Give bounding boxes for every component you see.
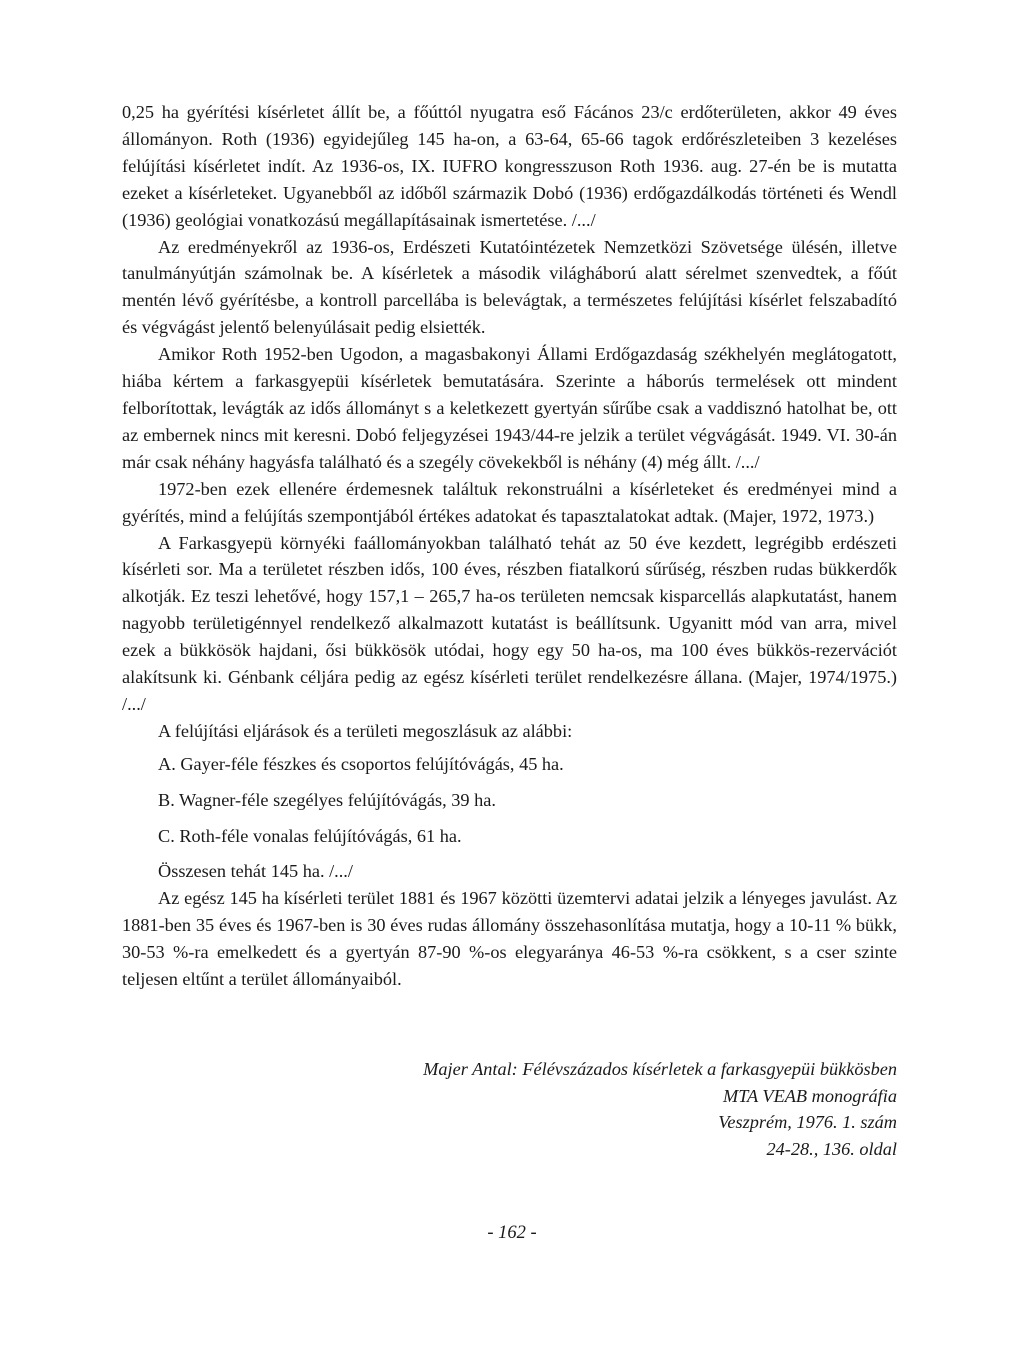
citation-series: MTA VEAB monográfia [722,1085,897,1106]
list-item-a: A. Gayer-féle fészkes és csoportos felújítóvágás, 45 ha. [158,753,564,774]
document-body [122,99,897,993]
citation-author-title: Majer Antal: Félévszázados kísérletek a farkasgyepüi bükkösben [423,1059,897,1079]
total-line: Összesen tehát 145 ha. /.../ [158,861,353,882]
citation-pages: 24-28., 136. oldal [766,1138,897,1159]
paragraph-5: A Farkasgyepü környéki faállományokban található tehát az 50 éve kezdett, legrégibb erdészeti kísérleti sor. Ma a területet részben idős, 100 éves, részben fiatalkorú sűrűség, részben rudas bükkerdők alkotják. Ez teszi lehetővé, hogy 157,1 – 265,7 ha-os területen nemcsak kisparcellás alapkutatást, hanem nagyobb területigénnyel rendelkező alkalmazott kutatást is beállítsunk. Ugyanitt mód van arra, mivel ezek a bükkösök hajdani, ősi bükkösök utódai, hogy egy 50 ha-os, ma 100 éves bükkös-rezervációt alakítsunk ki. Génbank céljára pedig az egész kísérleti terület rendelkezésre állana. (Majer, 1974/1975.) /.../ [122,532,897,714]
citation-block [423,1056,897,1162]
list-item-b: B. Wagner-féle szegélyes felújítóvágás, 39 ha. [158,789,496,810]
page-number: - 162 - [487,1223,537,1243]
citation-place-date: Veszprém, 1976. 1. szám [718,1112,897,1132]
paragraph-3: Amikor Roth 1952-ben Ugodon, a magasbakonyi Állami Erdőgazdaság székhelyén meglátogatott, hiába kértem a farkasgyepüi kísérletek bemutatására. Szerinte a háborús termelések ott mindent felborítottak, levágták az idős állományt s a keletkezett gyertyán sűrűbe csak a vaddisznó hatolhat be, ott az embernek nincs mit keresni. Dobó feljegyzései 1943/44-re jelzik a terület végvágását. 1949. VI. 30-án már csak néhány hagyásfa található és a szegély cövekekből is néhány (4) még állt. /.../ [122,344,897,472]
paragraph-4: 1972-ben ezek ellenére érdemesnek találtuk rekonstruálni a kísérleteket és eredményei mind a gyérítés, mind a felújítás szempontjából értékes adatokat és tapasztalatokat adtak. (Majer, 1972, 1973.) [122,478,897,526]
list-item-c: C. Roth-féle vonalas felújítóvágás, 61 ha. [158,825,462,846]
paragraph-1: 0,25 ha gyérítési kísérletet állít be, a főúttól nyugatra eső Fácános 23/c erdőterületen, akkor 49 éves állományon. Roth (1936) egyidejűleg 145 ha-on, a 63-64, 65-66 tagok erdőrészleteiben 3 kezeléses felújítási kísérletet indít. Az 1936-os, IX. IUFRO kongresszuson Roth 1936. aug. 27-én be is mutatta ezeket a kísérleteket. Ugyanebből az időből származik Dobó (1936) erdőgazdálkodás történeti és Wendl (1936) geológiai vonatkozású megállapításainak ismertetése. /.../ [122,102,897,230]
paragraph-final: Az egész 145 ha kísérleti terület 1881 és 1967 közötti üzemtervi adatai jelzik a lényeges javulást. Az 1881-ben 35 éves és 1967-ben is 30 éves rudas állomány összehasonlítása mutatja, hogy a 10-11 % bükk, 30-53 %-ra emelkedett és a gyertyán 87-90 %-os elegyaránya 46-53 %-ra csökkent, s a cser szinte teljesen eltűnt a terület állományaiból. [122,888,897,990]
paragraph-2: Az eredményekről az 1936-os, Erdészeti Kutatóintézetek Nemzetközi Szövetsége ülésén, illetve tanulmányútján számolnak be. A kísérletek a második világháború alatt sérelmet szenvedtek, a főút mentén lévő gyérítésbe, a kontroll parcellába is belevágtak, a természetes felújítási kísérlet felszabadító és végvágást jelentő belenyúlásait pedig elsiették. [122,236,897,338]
paragraph-6: A felújítási eljárások és a területi megoszlásuk az alábbi: [158,720,573,741]
